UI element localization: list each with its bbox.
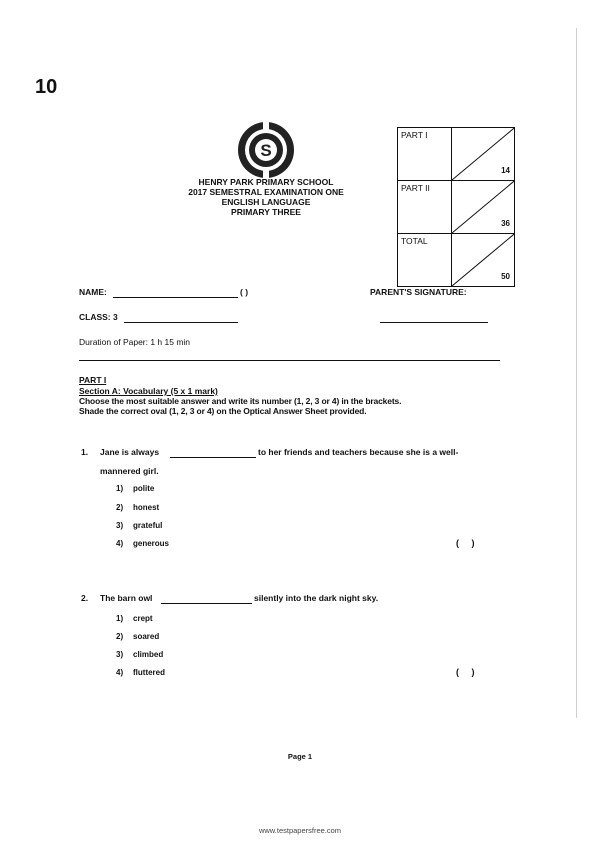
- name-register-bracket[interactable]: ( ): [240, 287, 249, 297]
- score-max: 36: [501, 219, 510, 228]
- score-label: PART I: [398, 128, 452, 181]
- subject: ENGLISH LANGUAGE: [221, 197, 311, 207]
- option-text: generous: [133, 539, 170, 548]
- footer-page-number: Page 1: [287, 752, 313, 761]
- answer-blank[interactable]: [170, 457, 256, 458]
- score-row: [398, 181, 515, 234]
- score-row: [398, 128, 515, 181]
- option-number: 1): [116, 484, 124, 493]
- class-label: CLASS: 3: [79, 312, 118, 322]
- option-text: soared: [133, 632, 160, 641]
- name-label: NAME:: [79, 287, 107, 297]
- question-text: silently into the dark night sky.: [254, 593, 379, 603]
- score-max: 14: [501, 166, 510, 175]
- option-text: fluttered: [133, 668, 165, 677]
- name-field[interactable]: [113, 297, 238, 298]
- score-cell[interactable]: [451, 181, 514, 234]
- score-cell[interactable]: [451, 234, 514, 287]
- section-title: Section A: Vocabulary (5 x 1 mark): [79, 386, 218, 396]
- level: PRIMARY THREE: [231, 207, 301, 217]
- option-text: honest: [133, 503, 160, 512]
- answer-bracket[interactable]: ( ): [456, 667, 475, 677]
- question-text: The barn owl: [100, 593, 153, 603]
- option-text: climbed: [133, 650, 164, 659]
- divider: [79, 360, 500, 361]
- duration: Duration of Paper: 1 h 15 min: [79, 337, 191, 347]
- school-name: HENRY PARK PRIMARY SCHOOL: [198, 177, 334, 187]
- logo-letter: S: [260, 141, 272, 160]
- score-label: TOTAL: [398, 234, 452, 287]
- instruction: Choose the most suitable answer and write its number (1, 2, 3 or 4) in the brackets.: [79, 396, 402, 406]
- answer-bracket[interactable]: ( ): [456, 538, 475, 548]
- option-text: polite: [133, 484, 155, 493]
- exam-title: 2017 SEMESTRAL EXAMINATION ONE: [188, 187, 344, 197]
- option-number: 3): [116, 650, 124, 659]
- answer-blank[interactable]: [161, 603, 252, 604]
- question-text: to her friends and teachers because she is a well-: [258, 447, 459, 457]
- option-number: 2): [116, 503, 124, 512]
- question-number: 1.: [81, 447, 89, 457]
- school-header: [160, 177, 372, 217]
- question-text: Jane is always: [100, 447, 160, 457]
- option-number: 4): [116, 539, 124, 548]
- option-number: 3): [116, 521, 124, 530]
- question-number: 2.: [81, 593, 89, 603]
- option-text: crept: [133, 614, 153, 623]
- parent-signature-label: PARENT'S SIGNATURE:: [370, 287, 467, 297]
- question-text: mannered girl.: [100, 466, 159, 476]
- part-title: PART I: [79, 375, 107, 385]
- score-row: [398, 234, 515, 287]
- page-number: 10: [35, 76, 58, 98]
- score-table: [397, 127, 515, 287]
- footer-website: www.testpapersfree.com: [258, 826, 342, 835]
- class-field[interactable]: [124, 322, 238, 323]
- option-number: 1): [116, 614, 124, 623]
- instruction: Shade the correct oval (1, 2, 3 or 4) on the Optical Answer Sheet provided.: [79, 406, 367, 416]
- option-number: 2): [116, 632, 124, 641]
- parent-signature-field[interactable]: [380, 322, 488, 323]
- score-label: PART II: [398, 181, 452, 234]
- score-max: 50: [501, 272, 510, 281]
- option-text: grateful: [133, 521, 163, 530]
- school-logo: [236, 120, 296, 180]
- score-cell[interactable]: [451, 128, 514, 181]
- option-number: 4): [116, 668, 124, 677]
- page-edge: [576, 28, 577, 718]
